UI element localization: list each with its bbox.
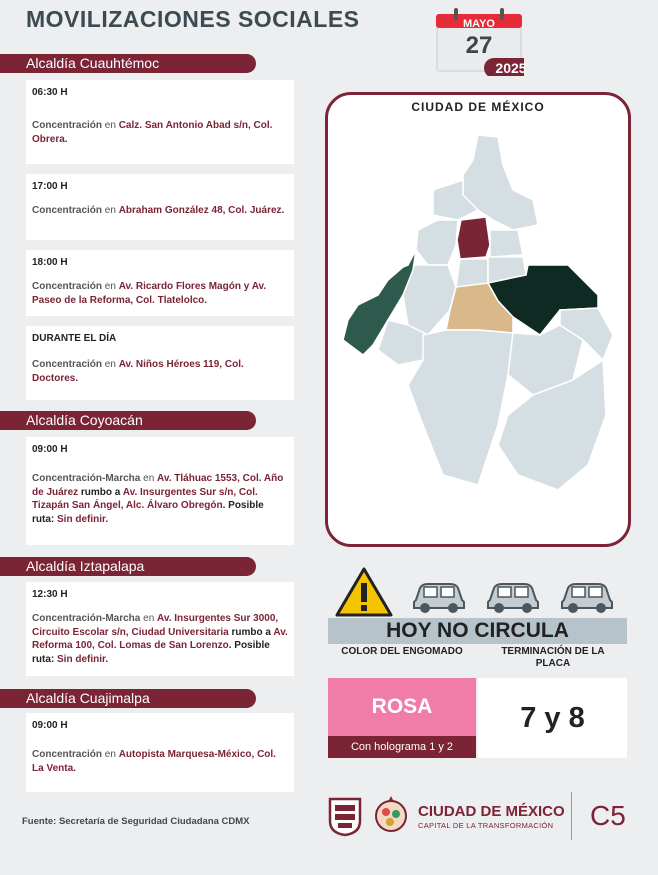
holograma-note: Con holograma 1 y 2 (328, 736, 476, 758)
event-time: 09:00 H (32, 444, 68, 455)
event-description (32, 748, 288, 775)
description-part: Av. Insurgentes Sur s/n, Col. Tizapán San Ángel, Alc. Álvaro Obregón (32, 486, 258, 511)
page-title: MOVILIZACIONES SOCIALES (26, 6, 360, 32)
description-part: en (102, 205, 119, 216)
description-part: en (102, 359, 119, 370)
event-card (26, 582, 294, 676)
event-time: 17:00 H (32, 181, 68, 192)
cdmx-logo-subtitle: CAPITAL DE LA TRANSFORMACIÓN (418, 821, 554, 830)
description-part: . Posible ruta: (32, 640, 270, 665)
color-label: COLOR DEL ENGOMADO (341, 646, 463, 657)
description-part: en (102, 281, 119, 292)
map-title: CIUDAD DE MÉXICO (411, 100, 545, 114)
event-card (26, 174, 294, 240)
description-part: en (140, 473, 158, 484)
event-description (32, 119, 288, 146)
event-card (26, 713, 294, 792)
engomado-color: ROSA (328, 678, 476, 736)
event-time: 09:00 H (32, 720, 68, 731)
description-part: en (140, 613, 158, 624)
calendar-day: 27 (465, 32, 493, 59)
section-iztapalapa: Alcaldía Iztapalapa (0, 557, 256, 576)
event-card (26, 326, 294, 400)
description-part: Concentración (32, 359, 103, 370)
description-part: rumbo a (228, 626, 274, 638)
description-part: Sin definir. (57, 513, 109, 525)
description-part: Av. Reforma 100, Col. Lomas de San Lorenzo (32, 626, 288, 651)
description-part: Abraham González 48, Col. Juárez. (118, 205, 285, 216)
description-part: Concentración (32, 749, 103, 760)
warning-icon (334, 566, 394, 618)
cdmx-seal-icon (328, 797, 362, 837)
event-description (32, 358, 288, 385)
cdmx-map (328, 95, 628, 544)
section-coyoacan: Alcaldía Coyoacán (0, 411, 256, 430)
description-part: en (102, 120, 119, 131)
car-icon (558, 578, 616, 614)
event-description (32, 280, 288, 307)
map-region (463, 135, 538, 230)
event-description (32, 204, 288, 218)
description-part: rumbo a (78, 486, 123, 498)
event-time: 06:30 H (32, 87, 68, 98)
description-part: Concentración (32, 120, 103, 131)
calendar-year: 2025 (495, 60, 527, 76)
termination-label: TERMINACIÓN DE LA PLACA (501, 646, 605, 669)
description-part: Concentración-Marcha (32, 613, 141, 624)
map-panel (325, 92, 631, 547)
description-part: Av. Ricardo Flores Magón y Av. Paseo de la Reforma, Col. Tlatelolco. (32, 281, 267, 306)
plate-termination: 7 y 8 (478, 678, 627, 758)
description-part: Av. Insurgentes Sur 3000, Circuito Escolar s/n, Ciudad Universitaria (32, 613, 279, 638)
car-icon (410, 578, 468, 614)
description-part: . Posible ruta: (32, 500, 264, 525)
hoy-no-circula-title: HOY NO CIRCULA (328, 618, 627, 644)
section-cuajimalpa: Alcaldía Cuajimalpa (0, 689, 256, 708)
event-time: 18:00 H (32, 257, 68, 268)
description-part: en (102, 749, 119, 760)
event-card (26, 80, 294, 164)
description-part: Concentración (32, 205, 103, 216)
map-region (490, 230, 523, 257)
description-part: Concentración (32, 281, 103, 292)
map-region (408, 330, 513, 485)
event-description (32, 472, 288, 526)
map-region (456, 259, 488, 287)
divider (571, 792, 572, 840)
event-time: 12:30 H (32, 589, 68, 600)
cdmx-logo-icon (372, 792, 410, 838)
description-part: Concentración-Marcha (32, 473, 141, 484)
source-note: Fuente: Secretaría de Seguridad Ciudadana CDMX (22, 816, 250, 827)
event-time: DURANTE EL DÍA (32, 333, 117, 344)
description-part: Av. Niños Héroes 119, Col. Doctores. (32, 359, 244, 384)
cdmx-logo-title: CIUDAD DE MÉXICO (418, 803, 565, 820)
event-description (32, 612, 288, 666)
event-card (26, 250, 294, 316)
event-card (26, 437, 294, 545)
car-icon (484, 578, 542, 614)
description-part: Autopista Marquesa-México, Col. La Venta. (32, 749, 276, 774)
description-part: Calz. San Antonio Abad s/n, Col. Obrera. (32, 120, 273, 145)
c5-logo: C5 (590, 800, 626, 831)
calendar-month: MAYO (463, 18, 495, 30)
section-cuauhtemoc: Alcaldía Cuauhtémoc (0, 54, 256, 73)
map-region-cuauhtemoc (457, 217, 490, 259)
description-part: Sin definir. (57, 653, 109, 665)
description-part: Av. Tláhuac 1553, Col. Año de Juárez (32, 473, 284, 498)
map-region (416, 220, 458, 265)
